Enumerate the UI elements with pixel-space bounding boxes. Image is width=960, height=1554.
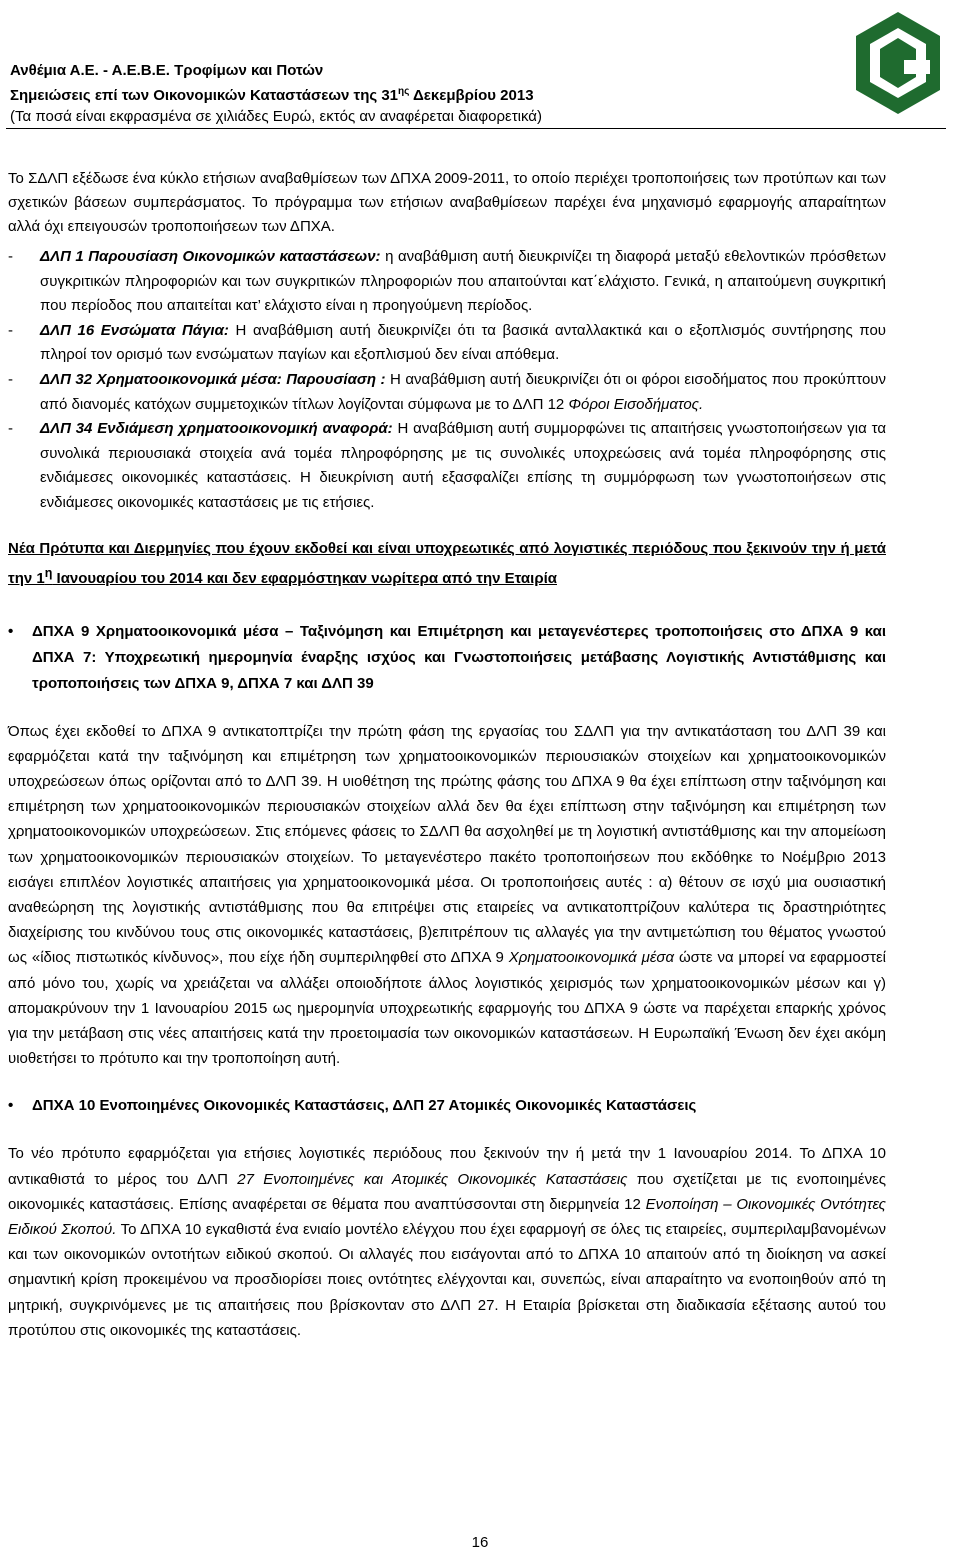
amounts-note: (Τα ποσά είναι εκφρασμένα σε χιλιάδες Ευρώ, εκτός αν αναφέρεται διαφορετικά) — [10, 108, 542, 125]
dash-icon: - — [8, 321, 13, 339]
section-heading — [8, 536, 886, 591]
amendment-title: ΔΛΠ 16 Ενσώματα Πάγια: — [40, 321, 229, 339]
amendment-title: ΔΛΠ 1 Παρουσίαση Οικονομικών καταστάσεων: — [40, 248, 381, 265]
notes-title-sup: ης — [398, 86, 410, 97]
section-heading-sup: η — [44, 565, 53, 580]
ifrs9-text-italic: Χρηματοοικονομικά μέσα — [508, 949, 675, 967]
ifrs10-text-italic2: Ενοποίηση – Οικονομικές Οντότητες Ειδικού Σκοπού. — [8, 1195, 886, 1238]
page-number: 16 — [471, 1534, 489, 1551]
amendment-text: Η αναβάθμιση αυτή διευκρινίζει ότι οι φόροι εισοδήματος που προκύπτουν από διανομές κατόχων συμμετοχικών τίτλων λογίζονται σύμφωνα με το ΔΛΠ 12 — [40, 370, 886, 413]
bullet-icon: • — [8, 1097, 14, 1115]
amendment-text: Η αναβάθμιση αυτή διευκρινίζει ότι τα βασικά ανταλλακτικά και ο εξοπλισμός συντήρησης που πληροί τον ορισμό των ενσώματων παγίων και εξοπλισμού δεν είναι απόθεμα. — [40, 321, 886, 364]
dash-icon: - — [8, 370, 13, 388]
ifrs10-text-b: που σχετίζεται με τις ενοποιημένες οικονομικές καταστάσεις. Επίσης αναφέρεται σε θέματα που αναπτύσσονται στη διερμηνεία 12 — [8, 1170, 886, 1213]
bullet-ifrs9 — [8, 619, 886, 697]
notes-title — [10, 81, 810, 106]
company-name: Ανθέμια Α.Ε. - Α.Ε.Β.Ε. Τροφίμων και Ποτών — [10, 62, 324, 79]
amendment-item-ias1 — [8, 245, 886, 319]
page-content — [8, 167, 886, 1343]
ifrs10-text-c: Το ΔΠΧΑ 10 εγκαθιστά ένα ενιαίο μοντέλο ελέγχου που έχει εφαρμογή σε όλες τις εταιρείες, συμπεριλαμβανομένων και των οικονομικών οντοτήτων ειδικού σκοπού. Οι αλλαγές που εισάγονται από το ΔΠΧΑ 10 απαιτούν από τη διοίκηση να ασκεί σημαντική κρίση προκειμένου να προσδιορίσει ποιες οντότητες ελέγχονται και, συνεπώς, είναι απαραίτητο να ενοποιηθούν από τη μητρική, συγκρινόμενες με τις απαιτήσεις που βρίσκονταν στο ΔΛΠ 27. Η Εταιρία βρίσκεται στη διαδικασία εξέτασης αυτού του προτύπου στις οικονομικές της καταστάσεις. — [8, 1220, 886, 1339]
ifrs9-text-part1: Όπως έχει εκδοθεί το ΔΠΧΑ 9 αντικατοπτρίζει την πρώτη φάση της εργασίας του ΣΔΛΠ για την αντικατάσταση του ΔΛΠ 39 και εφαρμόζεται κατά την ταξινόμηση και επιμέτρηση των χρηματοοικονομικών περιουσιακών στοιχείων και χρηματοοικονομικών υποχρεώσεων όπως ορίζονται από το ΔΛΠ 39. Η υιοθέτηση της πρώτης φάσης του ΔΠΧΑ 9 θα έχει επίπτωση στην ταξινόμηση και επιμέτρηση των χρηματοοικονομικών περιουσιακών στοιχείων αλλά δεν θα έχει επίπτωση στην ταξινόμηση και επιμέτρηση των χρηματοοικονομικών υποχρεώσεων. Στις επόμενες φάσεις το ΣΔΛΠ θα ασχοληθεί με τη λογιστική αντιστάθμισης και την απομείωση των χρηματοοικονομικών περιουσιακών στοιχείων. Το μεταγενέστερο πακέτο τροποποιήσεων που εκδόθηκε το Νοέμβριο 2013 εισάγει επιπλέον λογιστικές απαιτήσεις για χρηματοοικονομικά μέσα. Οι τροποποιήσεις αυτές : α) θέτουν σε ισχύ μια ουσιαστική αναθεώρηση της λογιστικής αντιστάθμισης που θα επιτρέψει στις εταιρείες να αντικατοπτρίζουν καλύτερα τις δραστηριότητες διαχείρισης του κινδύνου τους στις οικονομικές καταστάσεις, β)επιτρέπουν τις αλλαγές για την αντιμετώπιση του θέματος γνωστού ως «ίδιος πιστωτικός κίνδυνος», που είχε ήδη συμπεριληφθεί στο ΔΠΧΑ 9 — [8, 722, 886, 967]
amendment-text: Η αναβάθμιση αυτή συμμορφώνει τις απαιτήσεις γνωστοποιήσεων για τα συνολικά περιουσιακά στοιχεία ανά τομέα πληροφόρησης με τις συνολικές υποχρεώσεις ανά τομέα πληροφόρησης στις ενδιάμεσες οικονομικές καταστάσεις. Η διευκρίνιση αυτή εξασφαλίζει επίσης τη συμμόρφωση των γνωστοποιήσεων στις ενδιάμεσες οικονομικές καταστάσεις με τις ετήσιες. — [40, 420, 886, 511]
amendment-text: η αναβάθμιση αυτή διευκρινίζει τη διαφορά μεταξύ εθελοντικών πρόσθετων συγκριτικών πληροφοριών και των συγκριτικών πληροφοριών που απαιτούνται κατ΄ελάχιστο. Γενικά, η απαιτούμενη συγκριτική που περίοδος που απαιτείται κατ’ ελάχιστο είναι η προηγούμενη περίοδος. — [40, 248, 886, 315]
intro-paragraph: Το ΣΔΛΠ εξέδωσε ένα κύκλο ετήσιων αναβαθμίσεων των ΔΠΧΑ 2009-2011, το οποίο περιέχει τροποποιήσεις των προτύπων και των σχετικών βάσεων συμπεράσματος. Το πρόγραμμα των ετήσιων αναβαθμίσεων παρέχει ένα μηχανισμό εφαρμογής απαραίτητων αλλά όχι επειγουσών τροποποιήσεων των ΔΠΧΑ. — [8, 170, 886, 235]
ifrs10-paragraph — [8, 1141, 886, 1343]
bullet-icon: • — [8, 622, 14, 640]
bullet-heading: ΔΠΧΑ 9 Χρηματοοικονομικά μέσα – Ταξινόμηση και Επιμέτρηση και μεταγενέστερες τροποποιήσεις στο ΔΠΧΑ 9 και ΔΠΧΑ 7: Υποχρεωτική ημερομηνία έναρξης ισχύος και Γνωστοποιήσεις μετάβασης Λογιστικής Αντιστάθμισης και τροποποιήσεις των ΔΠΧΑ 9, ΔΠΧΑ 7 και ΔΛΠ 39 — [32, 622, 886, 692]
ifrs10-text-a: Το νέο πρότυπο εφαρμόζεται για ετήσιες λογιστικές περιόδους που ξεκινούν την ή μετά την 1 Ιανουαρίου 2014. Το ΔΠΧΑ 10 αντικαθιστά το μέρος του ΔΛΠ — [8, 1145, 886, 1188]
dash-icon: - — [8, 420, 13, 438]
ifrs10-text-italic1: 27 Ενοποιημένες και Ατομικές Οικονομικές Καταστάσεις — [237, 1170, 628, 1188]
ifrs9-paragraph — [8, 719, 886, 1072]
amendment-item-ias32 — [8, 368, 886, 417]
amendments-list — [8, 245, 886, 516]
bullet-ifrs10 — [8, 1093, 886, 1119]
ifrs9-text-part2: ώστε να μπορεί να εφαρμοστεί από μόνο του, χωρίς να χρειάζεται να αλλάξει οποιοδήποτε άλλος λογιστικός χειρισμός των χρηματοοικονομικών μέσων και γ) απομακρύνουν την 1 Ιανουαρίου 2015 ως ημερομηνία υποχρεωτικής εφαρμογής του ΔΠΧΑ 9 ώστε να παρέχεται επαρκής χρόνος για την μετάβαση στις νέες απαιτήσεις κατά την προετοιμασία των οικονομικών καταστάσεων. Η Ευρωπαϊκή Ένωση δεν έχει ακόμη υιοθετήσει το πρότυπο και την τροποποίηση αυτή. — [8, 949, 886, 1068]
amendment-title: ΔΛΠ 34 Ενδιάμεση χρηματοοικονομική αναφορά: — [40, 420, 393, 438]
header-divider — [6, 128, 946, 129]
document-header — [10, 60, 810, 127]
notes-title-suffix: Δεκεμβρίου 2013 — [409, 87, 534, 104]
notes-title-prefix: Σημειώσεις επί των Οικονομικών Καταστάσεων της 31 — [10, 87, 399, 104]
bullet-heading: ΔΠΧΑ 10 Ενοποιημένες Οικονομικές Καταστάσεις, ΔΛΠ 27 Ατομικές Οικονομικές Καταστάσεις — [32, 1097, 697, 1115]
dash-icon: - — [8, 248, 13, 265]
amendment-item-ias34 — [8, 417, 886, 515]
section-heading-suffix: Ιανουαρίου του 2014 και δεν εφαρμόστηκαν νωρίτερα από την Εταιρία — [52, 569, 557, 587]
amendment-item-ias16 — [8, 319, 886, 368]
company-logo-icon — [848, 8, 948, 118]
amendment-title: ΔΛΠ 32 Χρηματοοικονομικά μέσα: Παρουσίαση : — [40, 370, 386, 388]
section-heading-prefix: Νέα Πρότυπα και Διερμηνίες που έχουν εκδοθεί και είναι υποχρεωτικές από λογιστικές περιόδους που ξεκινούν την ή μετά την 1 — [8, 539, 886, 587]
amendment-text-italic: Φόροι Εισοδήματος. — [568, 395, 704, 413]
